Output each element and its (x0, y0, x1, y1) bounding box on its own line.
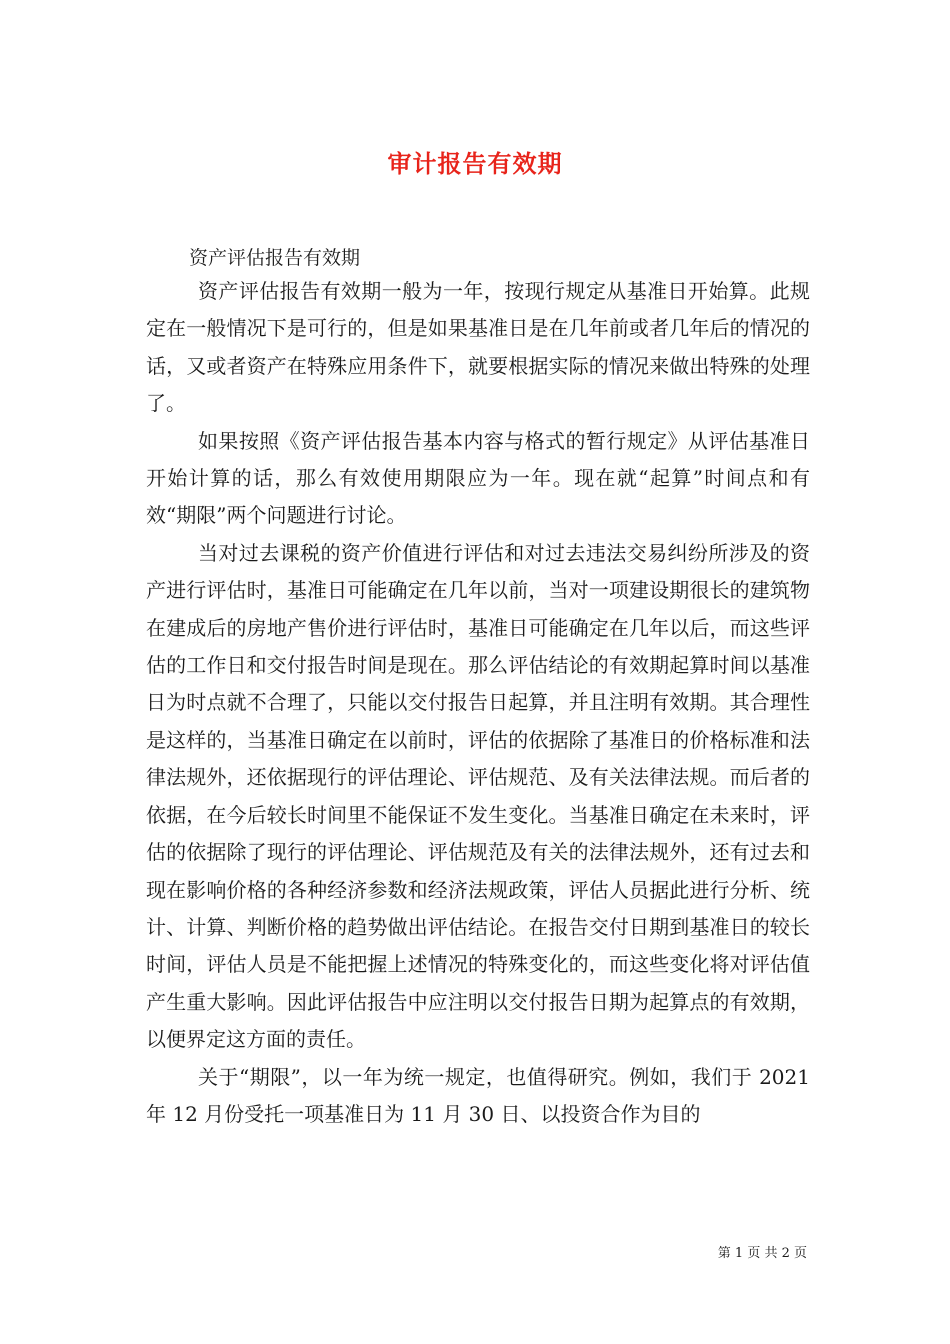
paragraph-2: 如果按照《资产评估报告基本内容与格式的暂行规定》从评估基准日开始计算的话，那么有效使用期限应为一年。现在就“起算”时间点和有效“期限”两个问题进行讨论。 (146, 428, 810, 528)
page-number-footer: 第 1 页 共 2 页 (717, 1246, 807, 1261)
paragraph-3: 当对过去课税的资产价值进行评估和对过去违法交易纠纷所涉及的资产进行评估时，基准日可能确定在几年以前，当对一项建设期很长的建筑物在建成后的房地产售价进行评估时，基准日可能确定在几年以后，而这些评估的工作日和交付报告时间是现在。那么评估结论的有效期起算时间以基准日为时点就不合理了，只能以交付报告日起算，并且注明有效期。其合理性是这样的，当基准日确定在以前时，评估的依据除了基准日的价格标准和法律法规外，还依据现行的评估理论、评估规范、及有关法律法规。而后者的依据，在今后较长时间里不能保证不发生变化。当基准日确定在未来时，评估的依据除了现行的评估理论、评估规范及有关的法律法规外，还有过去和现在影响价格的各种经济参数和经济法规政策，评估人员据此进行分析、统计、计算、判断价格的趋势做出评估结论。在报告交付日期到基准日的较长时间，评估人员是不能把握上述情况的特殊变化的，而这些变化将对评估值产生重大影响。因此评估报告中应注明以交付报告日期为起算点的有效期，以便界定这方面的责任。 (146, 540, 810, 1052)
body-text (146, 273, 810, 1133)
paragraph-4: 关于“期限”，以一年为统一规定，也值得研究。例如，我们于 2021 年 12 月份受托一项基准日为 11 月 30 日、以投资合作为目的 (146, 1064, 810, 1126)
paragraph-1: 资产评估报告有效期一般为一年，按现行规定从基准日开始算。此规定在一般情况下是可行的，但是如果基准日是在几年前或者几年后的情况的话，又或者资产在特殊应用条件下，就要根据实际的情况来做出特殊的处理了。 (146, 279, 810, 416)
section-subheading: 资产评估报告有效期 (189, 247, 361, 269)
page-title: 审计报告有效期 (387, 149, 563, 179)
